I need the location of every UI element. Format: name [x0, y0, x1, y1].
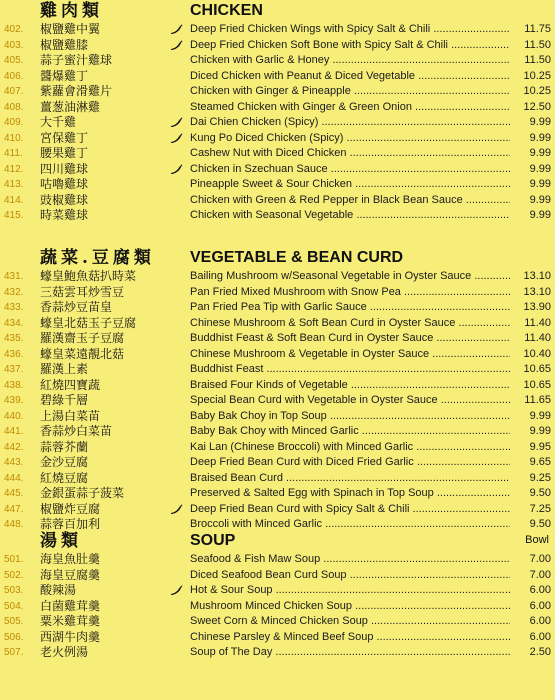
menu-item [0, 193, 555, 209]
item-number: 433. [4, 302, 24, 313]
item-name-chinese: 蠔皇菜遠靚北菇 [40, 346, 125, 361]
item-number: 507. [4, 647, 24, 658]
item-number: 431. [4, 271, 24, 282]
item-price: 10.65 [520, 378, 551, 394]
item-price: 7.00 [527, 552, 551, 568]
item-number: 409. [4, 117, 24, 128]
item-price: 10.25 [520, 69, 551, 85]
item-number: 402. [4, 24, 24, 35]
menu-item [0, 300, 555, 316]
item-name-chinese: 上湯白菜苗 [40, 408, 101, 423]
menu-item [0, 115, 555, 131]
item-name-chinese: 蒜蓉芥蘭 [40, 439, 89, 454]
menu-item [0, 630, 555, 646]
section-title-english: VEGETABLE & BEAN CURD [190, 249, 404, 266]
menu-item [0, 502, 555, 518]
item-name-chinese: 椒鹽雞中翼 [40, 22, 101, 36]
item-price: 10.25 [520, 84, 551, 100]
item-name-english: Kung Po Diced Chicken (Spicy) ..... [190, 131, 510, 147]
item-price: 9.99 [527, 162, 551, 178]
item-name-chinese: 醬爆雞丁 [40, 68, 89, 83]
section-header [0, 247, 555, 269]
item-name-english: Chicken with Ginger & Pineapple ..... [190, 84, 510, 100]
item-number: 410. [4, 132, 24, 144]
item-price: 11.75 [521, 22, 551, 38]
menu-item [0, 177, 555, 193]
menu-item [0, 146, 555, 162]
chili-pepper-icon [170, 504, 183, 515]
item-price: 6.00 [527, 614, 551, 630]
section-title-chinese: 蔬菜.豆腐類 [40, 248, 155, 268]
item-price: 9.99 [527, 409, 551, 425]
item-number: 435. [4, 333, 24, 344]
item-name-english: Pineapple Sweet & Sour Chicken ..... [190, 177, 510, 193]
item-name-english: Buddhist Feast & Soft Bean Curd in Oyster Sauce ..... [190, 331, 510, 347]
section-note: Bowl [525, 534, 549, 546]
item-name-english: Pan Fried Pea Tip with Garlic Sauce ..... [190, 300, 510, 316]
item-price: 13.10 [520, 285, 551, 301]
menu-item [0, 53, 555, 69]
section-header [0, 530, 555, 552]
item-number: 506. [4, 631, 24, 643]
menu-item [0, 552, 555, 568]
menu-item [0, 331, 555, 347]
item-price: 11.50 [521, 53, 551, 69]
item-number: 415. [4, 210, 24, 221]
item-name-english: Deep Fried Chicken Soft Bone with Spicy Salt & Chili ..... [190, 38, 510, 54]
item-name-chinese: 海皇魚肚羹 [40, 552, 101, 566]
item-price: 10.40 [520, 347, 551, 363]
item-number: 411. [4, 148, 23, 159]
menu-item [0, 362, 555, 378]
item-price: 9.95 [527, 440, 551, 456]
item-number: 438. [4, 379, 24, 391]
item-number: 443. [4, 457, 24, 468]
item-name-chinese: 金銀蛋蒜子菠菜 [40, 486, 125, 500]
item-number: 501. [4, 554, 24, 565]
section-title-english: CHICKEN [190, 2, 263, 19]
item-price: 11.40 [521, 331, 551, 347]
item-name-english: Deep Fried Bean Curd with Spicy Salt & Chili ..... [190, 502, 510, 518]
item-name-chinese: 宮保雞丁 [40, 130, 89, 145]
item-name-chinese: 紅燒豆腐 [40, 470, 89, 485]
item-name-chinese: 咕嚕雞球 [40, 177, 89, 191]
menu-item [0, 455, 555, 471]
menu-item [0, 22, 555, 38]
item-price: 10.65 [520, 362, 551, 378]
menu-item [0, 347, 555, 363]
item-name-english: Braised Bean Curd ..... [190, 471, 510, 487]
item-number: 407. [4, 86, 24, 97]
item-name-english: Chinese Mushroom & Soft Bean Curd in Oyster Sauce ..... [190, 316, 510, 332]
menu-item [0, 424, 555, 440]
item-name-english: Braised Four Kinds of Vegetable ..... [190, 378, 510, 394]
item-number: 505. [4, 616, 24, 627]
item-name-chinese: 椒鹽雞膝 [40, 37, 89, 52]
menu-item [0, 409, 555, 425]
item-price: 13.10 [520, 269, 551, 285]
item-price: 6.00 [527, 630, 551, 646]
item-name-chinese: 蠔皇鮑魚菇扒時菜 [40, 269, 137, 283]
item-price: 9.99 [527, 131, 551, 147]
chili-pepper-icon [170, 133, 183, 144]
item-number: 412. [4, 163, 24, 175]
menu-item [0, 84, 555, 100]
item-name-chinese: 三菇雲耳炒雪豆 [40, 284, 125, 299]
menu-item [0, 285, 555, 301]
item-name-english: Baby Bak Choy with Minced Garlic ..... [190, 424, 510, 440]
item-number: 413. [4, 179, 24, 190]
item-price: 9.99 [527, 146, 551, 162]
menu-item [0, 393, 555, 409]
item-number: 503. [4, 585, 24, 596]
menu-item [0, 471, 555, 487]
item-name-english: Soup of The Day ..... [190, 645, 510, 661]
item-name-english: Cashew Nut with Diced Chicken ..... [190, 146, 510, 162]
menu-item [0, 162, 555, 178]
item-number: 445. [4, 488, 24, 499]
section-title-english: SOUP [190, 532, 236, 549]
item-number: 448. [4, 519, 24, 530]
item-number: 434. [4, 317, 24, 329]
menu-item-list [0, 22, 555, 224]
item-name-chinese: 豉椒雞球 [40, 192, 89, 207]
item-name-chinese: 羅漢上素 [40, 362, 89, 376]
item-name-english: Chicken with Garlic & Honey ..... [190, 53, 510, 69]
item-name-english: Chicken with Green & Red Pepper in Black Bean Sauce ..... [190, 193, 510, 209]
item-name-chinese: 西湖牛肉羹 [40, 629, 101, 644]
item-number: 439. [4, 395, 24, 406]
item-name-chinese: 蒜蓉百加利 [40, 517, 101, 531]
item-number: 502. [4, 569, 24, 581]
item-name-english: Seafood & Fish Maw Soup ..... [190, 552, 510, 568]
item-number: 442. [4, 441, 24, 453]
item-name-chinese: 椒鹽炸豆腐 [40, 501, 101, 516]
item-name-chinese: 老火例湯 [40, 645, 89, 659]
item-name-chinese: 腰果雞丁 [40, 146, 89, 160]
item-name-english: Sweet Corn & Minced Chicken Soup ..... [190, 614, 510, 630]
item-number: 441. [4, 426, 24, 437]
item-name-english: Hot & Sour Soup ..... [190, 583, 510, 599]
section-title-chinese: 雞肉類 [40, 1, 103, 21]
item-number: 408. [4, 101, 24, 113]
item-name-english: Deep Fried Chicken Wings with Spicy Salt & Chili ..... [190, 22, 510, 38]
item-price: 9.99 [527, 424, 551, 440]
menu-item [0, 568, 555, 584]
menu-item [0, 614, 555, 630]
item-name-chinese: 羅漢齋玉子豆腐 [40, 331, 125, 345]
item-name-chinese: 時菜雞球 [40, 208, 89, 222]
menu-item [0, 69, 555, 85]
item-name-english: Chicken in Szechuan Sauce ..... [190, 162, 510, 178]
item-name-chinese: 金沙豆腐 [40, 455, 89, 469]
item-name-english: Broccoli with Minced Garlic ..... [190, 517, 510, 533]
item-name-english: Buddhist Feast ..... [190, 362, 510, 378]
item-name-english: Chinese Parsley & Minced Beef Soup ..... [190, 630, 510, 646]
item-name-english: Bailing Mushroom w/Seasonal Vegetable in Oyster Sauce ..... [190, 269, 510, 285]
item-name-chinese: 薑葱油淋雞 [40, 99, 101, 114]
item-name-english: Chinese Mushroom & Vegetable in Oyster Sauce ..... [190, 347, 510, 363]
item-number: 432. [4, 286, 24, 298]
item-name-chinese: 蠔皇北菇玉子豆腐 [40, 315, 137, 330]
menu-item [0, 269, 555, 285]
item-name-english: Dai Chien Chicken (Spicy) ..... [190, 115, 510, 131]
item-name-chinese: 香蒜炒豆苗皇 [40, 300, 113, 314]
item-price: 9.50 [527, 517, 551, 533]
menu-item [0, 440, 555, 456]
item-price: 7.25 [527, 502, 551, 518]
item-name-chinese: 海皇豆腐羹 [40, 567, 101, 582]
item-price: 9.99 [527, 177, 551, 193]
item-price: 6.00 [527, 583, 551, 599]
item-number: 447. [4, 503, 24, 515]
menu-section [0, 0, 555, 224]
item-price: 13.90 [520, 300, 551, 316]
chili-pepper-icon [170, 24, 183, 35]
item-name-english: Kai Lan (Chinese Broccoli) with Minced Garlic ..... [190, 440, 510, 456]
item-name-chinese: 粟米雞茸羹 [40, 614, 101, 628]
item-number: 436. [4, 348, 24, 360]
item-price: 9.99 [527, 208, 551, 224]
item-price: 6.00 [527, 599, 551, 615]
chili-pepper-icon [170, 117, 183, 128]
chili-pepper-icon [170, 164, 183, 175]
item-price: 9.99 [527, 115, 551, 131]
item-number: 437. [4, 364, 24, 375]
item-price: 9.25 [527, 471, 551, 487]
section-header [0, 0, 555, 22]
item-name-chinese: 白菌雞茸羹 [40, 598, 101, 613]
item-name-english: Diced Chicken with Peanut & Diced Vegetable ..... [190, 69, 510, 85]
item-price: 11.40 [521, 316, 551, 332]
item-number: 405. [4, 55, 24, 66]
item-name-english: Steamed Chicken with Ginger & Green Onion ..... [190, 100, 510, 116]
item-name-english: Diced Seafood Bean Curd Soup ..... [190, 568, 510, 584]
item-name-chinese: 紫蘿會滑雞片 [40, 84, 113, 98]
item-name-chinese: 四川雞球 [40, 161, 89, 176]
menu-item [0, 131, 555, 147]
item-number: 444. [4, 472, 24, 484]
item-name-chinese: 香蒜炒白菜苗 [40, 424, 113, 438]
item-name-english: Chicken with Seasonal Vegetable ..... [190, 208, 510, 224]
menu-item [0, 208, 555, 224]
item-price: 12.50 [520, 100, 551, 116]
menu-item [0, 38, 555, 54]
item-name-chinese: 蒜子蜜汁雞球 [40, 53, 113, 67]
item-number: 403. [4, 39, 24, 51]
item-number: 406. [4, 70, 24, 82]
menu-item [0, 100, 555, 116]
item-number: 414. [4, 194, 24, 206]
item-name-english: Special Bean Curd with Vegetable in Oyster Sauce ..... [190, 393, 510, 409]
menu-section [0, 247, 555, 533]
item-price: 9.65 [527, 455, 551, 471]
menu-item-list [0, 552, 555, 661]
menu-item [0, 599, 555, 615]
item-name-chinese: 碧綠千層 [40, 393, 89, 407]
item-name-chinese: 酸辣湯 [40, 583, 77, 597]
menu-item [0, 486, 555, 502]
item-name-chinese: 紅燒四寶蔬 [40, 377, 101, 392]
menu-item [0, 316, 555, 332]
menu-item-list [0, 269, 555, 533]
chili-pepper-icon [170, 585, 183, 596]
item-price: 2.50 [527, 645, 551, 661]
item-number: 504. [4, 600, 24, 612]
item-price: 9.50 [527, 486, 551, 502]
section-title-chinese: 湯類 [40, 531, 82, 551]
item-price: 11.50 [521, 38, 551, 54]
item-name-english: Mushroom Minced Chicken Soup ..... [190, 599, 510, 615]
item-name-english: Preserved & Salted Egg with Spinach in Top Soup ..... [190, 486, 510, 502]
menu-section [0, 530, 555, 661]
item-name-english: Pan Fried Mixed Mushroom with Snow Pea ..... [190, 285, 510, 301]
item-price: 9.99 [527, 193, 551, 209]
item-name-english: Deep Fried Bean Curd with Diced Fried Garlic ..... [190, 455, 510, 471]
item-price: 7.00 [527, 568, 551, 584]
item-price: 11.65 [521, 393, 551, 409]
menu-item [0, 583, 555, 599]
menu-item [0, 645, 555, 661]
menu-item [0, 378, 555, 394]
item-name-english: Baby Bak Choy in Top Soup ..... [190, 409, 510, 425]
item-name-chinese: 大千雞 [40, 115, 77, 129]
item-number: 440. [4, 410, 24, 422]
chili-pepper-icon [170, 40, 183, 51]
